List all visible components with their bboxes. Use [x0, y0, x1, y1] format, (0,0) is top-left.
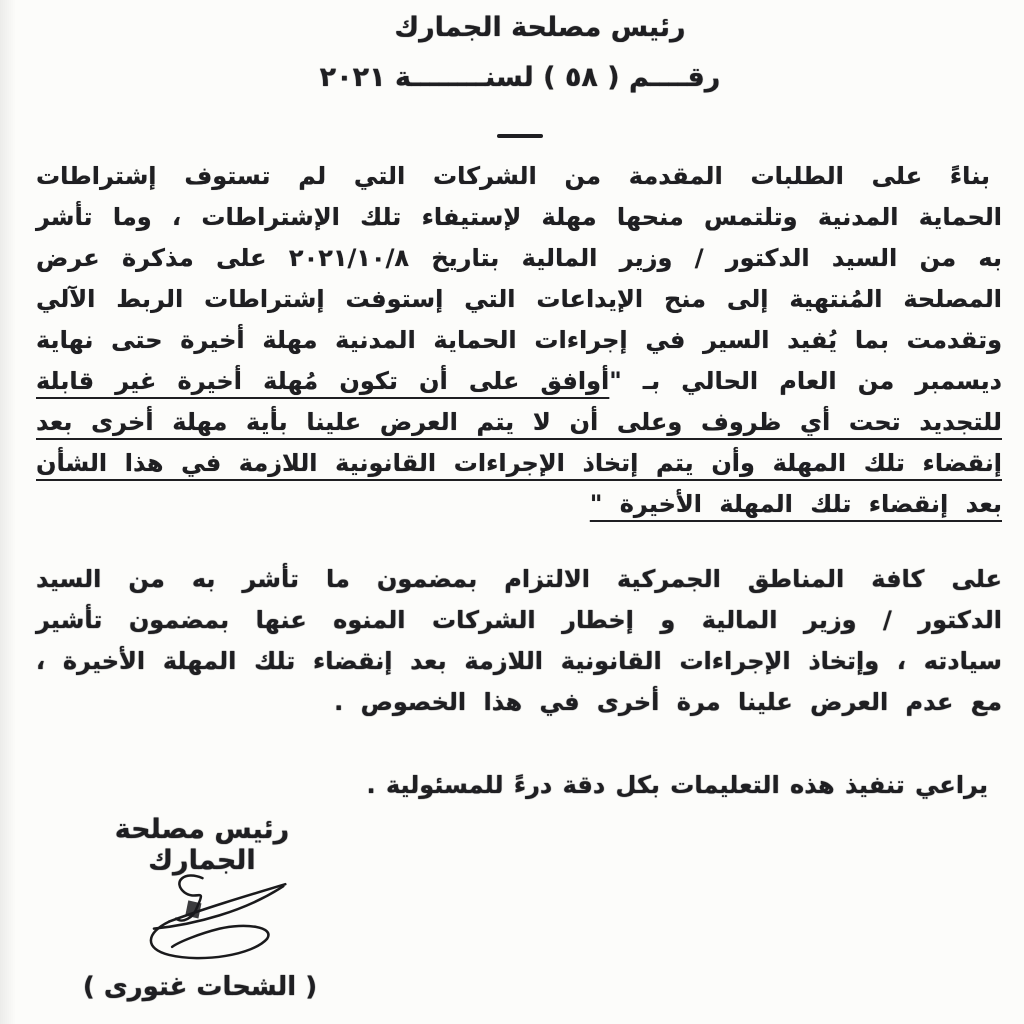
paragraph-instructions: على كافة المناطق الجمركية الالتزام بمضمون ما تأشر به من السيد الدكتور / وزير المالية و إخطار الشركات المنوه عنها بمضمون تأشير سيادته ، وإتخاذ الإجراءات القانونية اللازمة بعد إنقضاء تلك المهلة الأخيرة ، مع عدم العرض علينا مرة أخرى في هذا الخصوص .: [36, 565, 1002, 716]
handwritten-signature: [122, 866, 292, 962]
signatory-name: ( الشحات غتورى ): [82, 972, 318, 1002]
separator-dash: [497, 134, 543, 138]
paragraph-closing: يراعي تنفيذ هذه التعليمات بكل دقة درءً للمسئولية .: [366, 771, 988, 799]
quoted-directive-underlined: أوافق على أن تكون مُهلة أخيرة غير قابلة للتجديد تحت أي ظروف وعلى أن لا يتم العرض علينا بأية مهلة أخرى بعد إنقضاء تلك المهلة وأن يتم إتخاذ الإجراءات القانونية اللازمة في هذا الشأن بعد إنقضاء تلك المهلة الأخيرة ": [36, 367, 1002, 518]
preamble-text: بناءً على الطلبات المقدمة من الشركات التي لم تستوف إشتراطات الحماية المدنية وتلتمس منحها مهلة لإستيفاء تلك الإشتراطات ، وما تأشر به من السيد الدكتور / وزير المالية بتاريخ ٢٠٢١/١٠/٨ على مذكرة عرض المصلحة المُنتهية إلى منح الإيداعات التي إستوفت إشتراطات الربط الآلي وتقدمت بما يُفيد السير في إجراءات الحماية المدنية مهلة أخيرة حتى نهاية ديسمبر من العام الحالي بـ ": [36, 162, 1002, 395]
signature-block-title: رئيس مصلحة الجمارك: [114, 814, 290, 876]
issuer-title: رئيس مصلحة الجمارك: [394, 12, 686, 43]
decree-number-line: رقــــم ( ٥٨ ) لسنــــــــة ٢٠٢١: [319, 62, 721, 93]
document-body: [36, 156, 1002, 806]
ink-blot: [185, 900, 201, 918]
paragraph-preamble: [36, 156, 1002, 525]
